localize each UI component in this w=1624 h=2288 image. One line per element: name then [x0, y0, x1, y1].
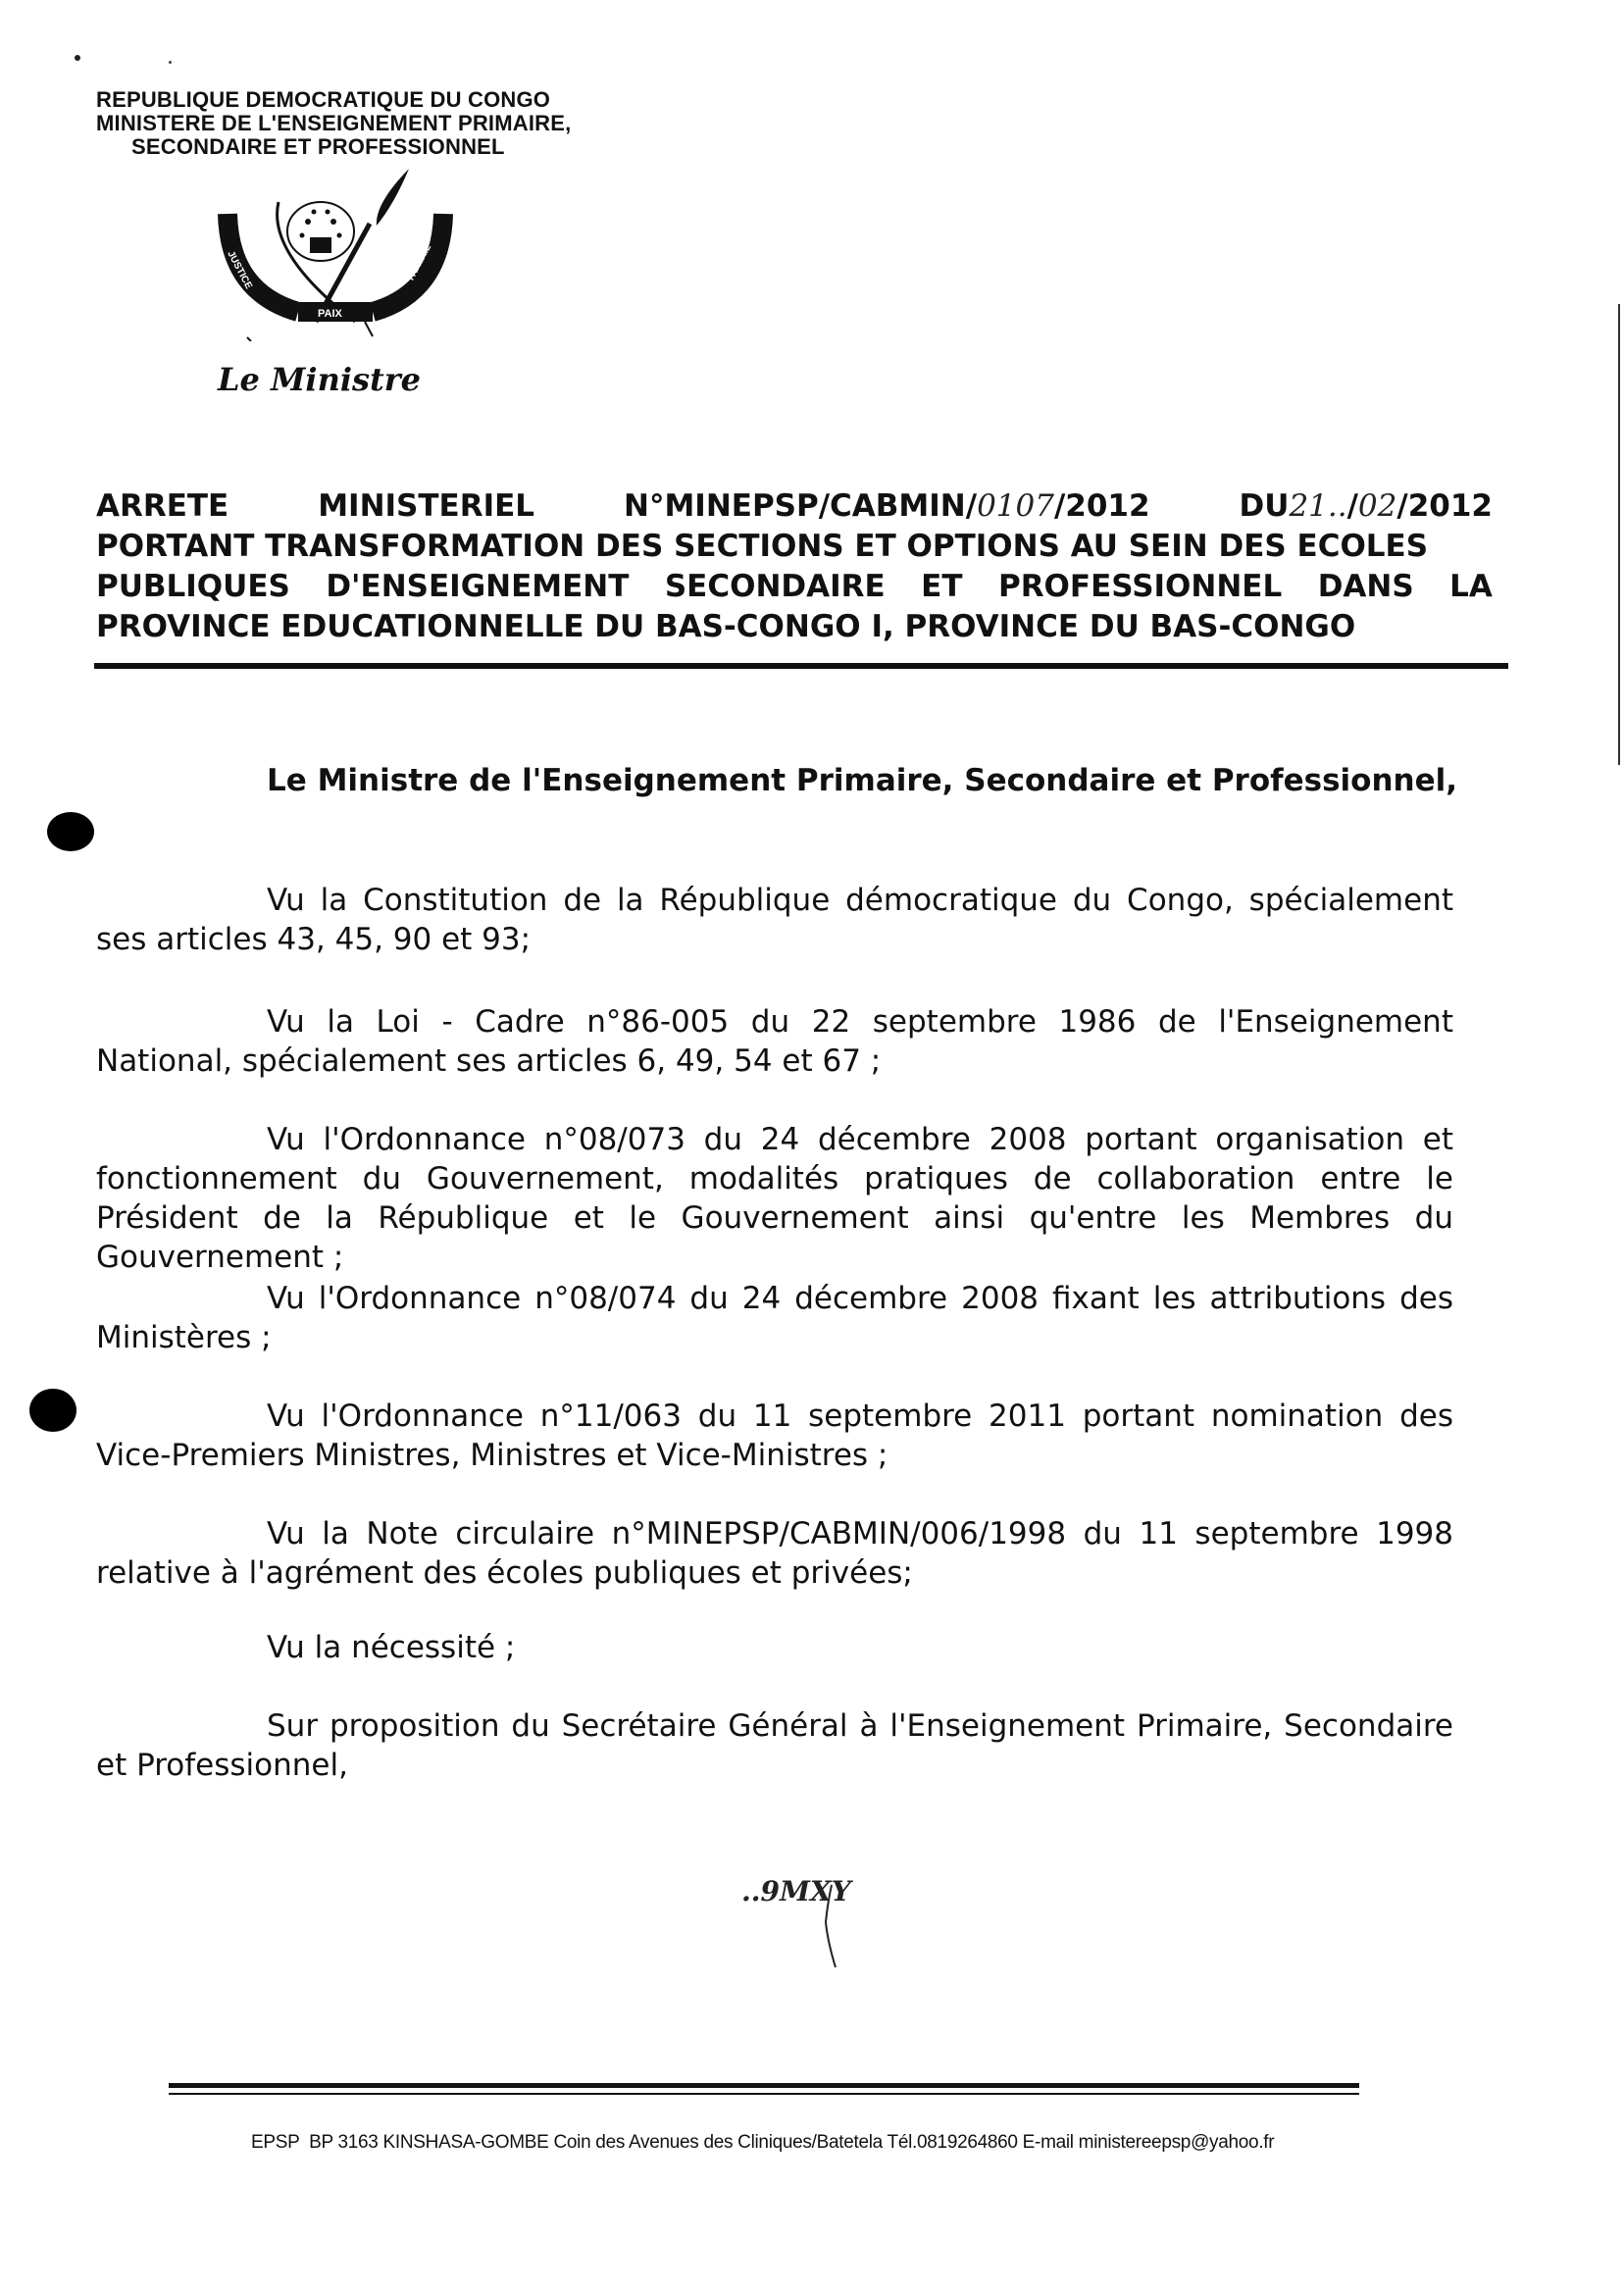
scan-speck — [75, 55, 80, 61]
footer-contact: EPSP BP 3163 KINSHASA-GOMBE Coin des Avenues des Cliniques/Batetela Tél.0819264860 E-mail ministereepsp@yahoo.fr — [251, 2132, 1275, 2153]
handwritten-initials — [737, 1863, 855, 1971]
issuing-authority: Le Ministre de l'Enseignement Primaire, Secondaire et Professionnel, — [267, 763, 1458, 798]
scan-edge-mark — [1618, 304, 1620, 765]
punch-hole-mark — [29, 1389, 76, 1432]
emblem-word-justice: JUSTICE — [225, 249, 254, 291]
recital-5: Vu l'Ordonnance n°11/063 du 11 septembre 2011 portant nomination des Vice-Premiers Ministres, Ministres et Vice-Ministres ; — [96, 1398, 1453, 1473]
coat-of-arms-emblem — [208, 165, 463, 341]
title-line-3: PUBLIQUES D'ENSEIGNEMENT SECONDAIRE ET PROFESSIONNEL DANS LA — [96, 569, 1493, 604]
footer-rule-thick — [169, 2083, 1359, 2088]
header-ministry-cont: SECONDAIRE ET PROFESSIONNEL — [131, 134, 505, 159]
recital-3: Vu l'Ordonnance n°08/073 du 24 décembre 2008 portant organisation et fonctionnement du Gouvernement, modalités pratiques de collaboration entre le Président de la République et le Gouvernement ainsi qu'entre les Membres du Gouvernement ; — [96, 1122, 1453, 1275]
title-word-arrete: ARRETE — [96, 488, 229, 524]
header-country: REPUBLIQUE DEMOCRATIQUE DU CONGO — [96, 87, 551, 112]
title-word-ministeriel: MINISTERIEL — [318, 488, 535, 524]
recital-2: Vu la Loi - Cadre n°86-005 du 22 septembre 1986 de l'Enseignement National, spécialement ses articles 6, 49, 54 et 67 ; — [96, 1004, 1453, 1079]
scan-speck — [169, 61, 172, 64]
decree-title — [96, 486, 1493, 647]
title-underline — [94, 663, 1508, 669]
footer-rule-thin — [169, 2093, 1359, 2095]
recital-7: Vu la nécessité ; — [267, 1630, 516, 1665]
handwritten-month: 02 — [1357, 488, 1397, 524]
handwritten-day: 21.. — [1289, 488, 1347, 524]
letterhead — [96, 88, 685, 159]
emblem-word-paix: PAIX — [318, 308, 342, 320]
recital-1: Vu la Constitution de la République démocratique du Congo, spécialement ses articles 43, 45, 90 et 93; — [96, 883, 1453, 957]
handwritten-number: 0107 — [977, 488, 1054, 524]
title-line-2: PORTANT TRANSFORMATION DES SECTIONS ET OPTIONS AU SEIN DES ECOLES — [96, 529, 1429, 564]
emblem-word-travail: TRAVAIL — [404, 242, 434, 284]
emblem-right-ribbon — [373, 214, 443, 312]
office-title: Le Ministre — [218, 361, 422, 398]
initials-text: ..9MXY — [741, 1875, 851, 1907]
title-line-1 — [96, 486, 1493, 527]
emblem-spear-head — [377, 169, 409, 226]
recital-8: Sur proposition du Secrétaire Général à l'Enseignement Primaire, Secondaire et Professionnel, — [96, 1708, 1453, 1783]
decree-number: N°MINEPSP/CABMIN/0107/2012 — [624, 488, 1150, 524]
recital-4: Vu l'Ordonnance n°08/074 du 24 décembre 2008 fixant les attributions des Ministères ; — [96, 1281, 1453, 1355]
header-ministry: MINISTERE DE L'ENSEIGNEMENT PRIMAIRE, — [96, 111, 572, 135]
title-line-4: PROVINCE EDUCATIONNELLE DU BAS-CONGO I, PROVINCE DU BAS-CONGO — [96, 609, 1356, 644]
punch-hole-mark — [47, 812, 94, 851]
decree-date: DU21../02/2012 — [1239, 488, 1493, 524]
recital-6: Vu la Note circulaire n°MINEPSP/CABMIN/006/1998 du 11 septembre 1998 relative à l'agrément des écoles publiques et privées; — [96, 1516, 1453, 1591]
